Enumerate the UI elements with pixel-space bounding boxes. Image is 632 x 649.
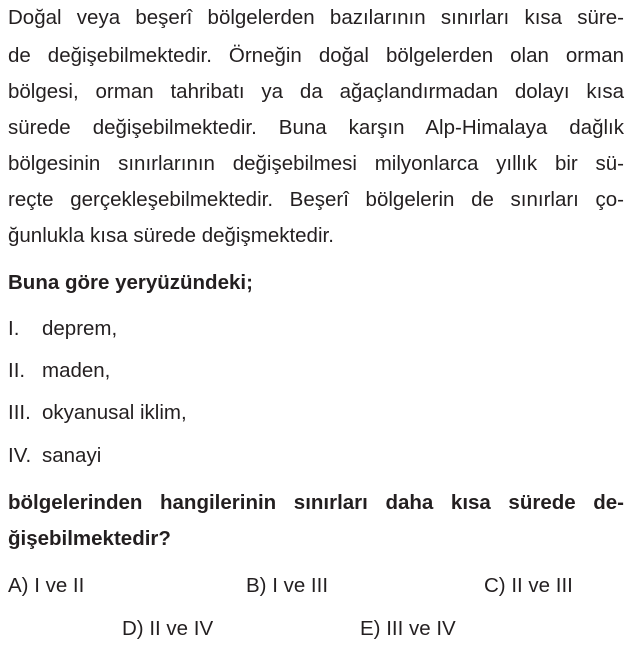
option-e[interactable]: E) III ve IV <box>360 617 456 640</box>
item-number: IV. <box>8 444 32 467</box>
item-number: I. <box>8 317 20 340</box>
passage-line-2: de değişebilmektedir. Örneğin doğal bölgelerden olan orman <box>8 44 624 67</box>
passage-line-1: Doğal veya beşerî bölgelerden bazılarının sınırları kısa süre- <box>8 6 624 29</box>
item-number: III. <box>8 401 31 424</box>
list-item <box>8 358 110 384</box>
question-line-1: bölgelerinden hangilerinin sınırları daha kısa sürede de- <box>8 491 624 514</box>
item-text: deprem, <box>42 317 118 340</box>
question-line-2: ğişebilmektedir? <box>8 527 171 550</box>
option-a[interactable]: A) I ve II <box>8 574 85 597</box>
option-c[interactable]: C) II ve III <box>484 574 573 597</box>
item-text: okyanusal iklim, <box>42 401 187 424</box>
passage-line-3: bölgesi, orman tahribatı ya da ağaçlandırmadan dolayı kısa <box>8 80 624 103</box>
item-text: sanayi <box>42 444 102 467</box>
passage-line-7: ğunlukla kısa sürede değişmektedir. <box>8 224 334 247</box>
option-b[interactable]: B) I ve III <box>246 574 329 597</box>
list-item <box>8 400 187 426</box>
passage-line-4: sürede değişebilmektedir. Buna karşın Alp-Himalaya dağlık <box>8 116 624 139</box>
passage-line-5: bölgesinin sınırlarının değişebilmesi milyonlarca yıllık bir sü- <box>8 152 624 175</box>
passage-line-6: reçte gerçekleşebilmektedir. Beşerî bölgelerin de sınırları ço- <box>8 188 624 211</box>
list-item <box>8 443 101 469</box>
option-d[interactable]: D) II ve IV <box>122 617 214 640</box>
item-number: II. <box>8 359 26 382</box>
question-prompt: Buna göre yeryüzündeki; <box>8 271 253 294</box>
item-text: maden, <box>42 359 111 382</box>
list-item <box>8 316 117 342</box>
